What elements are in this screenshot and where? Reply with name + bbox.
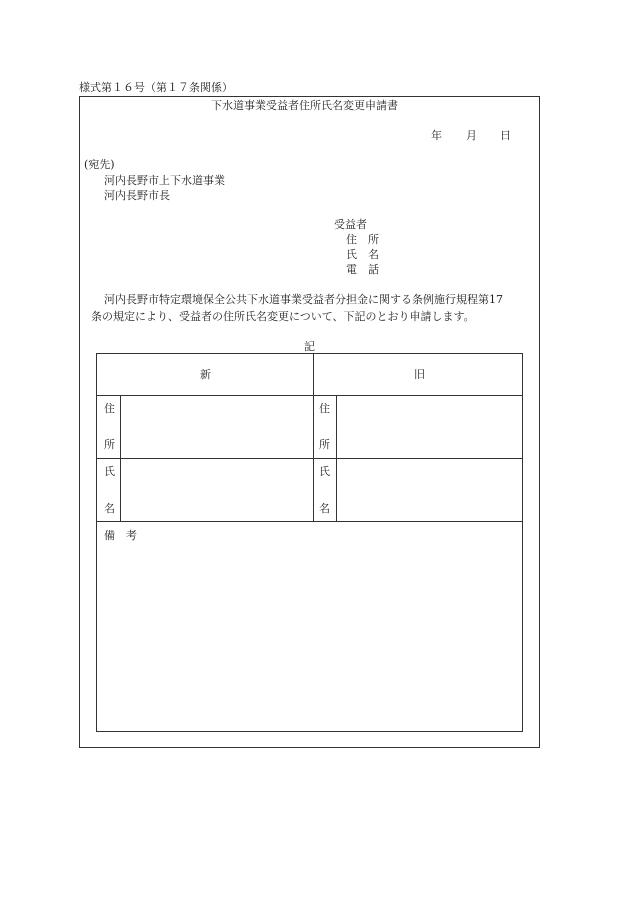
table-label-divider-new [120, 395, 121, 522]
old-name-label-bottom: 名 [319, 502, 330, 515]
new-address-label-bottom: 所 [104, 438, 115, 451]
detail-table [96, 353, 523, 732]
new-name-label-top: 氏 [104, 465, 115, 478]
applicant-name-label: 氏 名 [346, 248, 379, 261]
applicant-phone-label: 電 話 [346, 263, 379, 276]
addressee-label: (宛先) [84, 158, 115, 171]
table-row-divider-1 [97, 395, 522, 396]
form-title: 下水道事業受益者住所氏名変更申請書 [211, 99, 398, 112]
new-name-label-bottom: 名 [104, 502, 115, 515]
addressee-line-2: 河内長野市長 [104, 189, 170, 202]
table-col-divider [313, 354, 314, 522]
body-text-line-1: 河内長野市特定環境保全公共下水道事業受益者分担金に関する条例施行規程第17 [104, 293, 503, 306]
addressee-line-1: 河内長野市上下水道事業 [104, 174, 225, 187]
date-month: 月 [466, 129, 477, 142]
table-row-divider-3 [97, 521, 522, 522]
header-new: 新 [200, 368, 211, 381]
applicant-heading: 受益者 [334, 218, 367, 231]
old-address-label-bottom: 所 [319, 438, 330, 451]
new-address-label-top: 住 [104, 402, 115, 415]
remarks-label: 備 考 [104, 529, 137, 542]
old-address-label-top: 住 [319, 402, 330, 415]
date-day: 日 [500, 129, 511, 142]
old-name-label-top: 氏 [319, 465, 330, 478]
table-row-divider-2 [97, 458, 522, 459]
date-year: 年 [431, 129, 442, 142]
applicant-address-label: 住 所 [346, 233, 379, 246]
header-old: 旧 [414, 368, 425, 381]
table-label-divider-old [336, 395, 337, 522]
body-text-line-2: 条の規定により、受益者の住所氏名変更について、下記のとおり申請します。 [91, 310, 475, 323]
form-number: 様式第１６号（第１７条関係） [79, 81, 233, 94]
record-label: 記 [304, 340, 315, 353]
